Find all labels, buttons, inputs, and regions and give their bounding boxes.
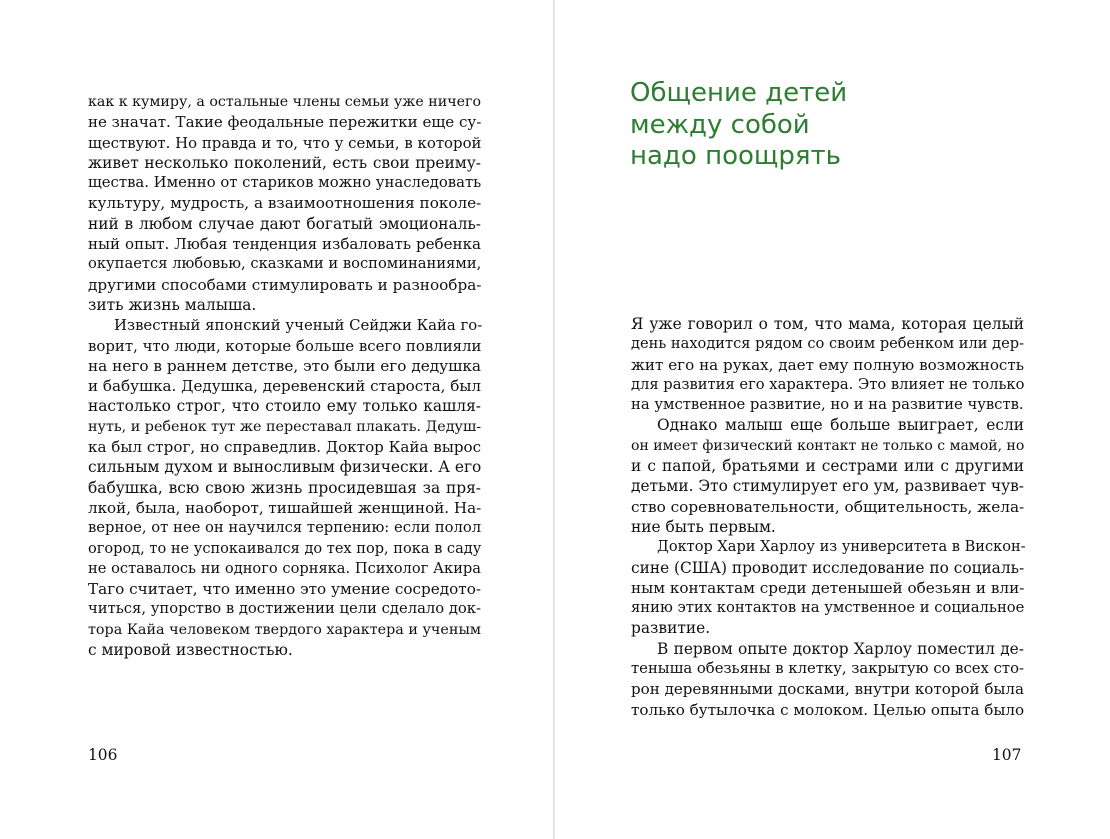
text-line: ние быть первым. [631,517,776,536]
text-line: рон деревянными досками, внутри которой была [631,680,1024,699]
text-line: В первом опыте доктор Харлоу поместил де- [657,639,1024,658]
chapter-title [630,78,847,173]
text-line: развитие. [631,619,711,638]
left-page [0,0,553,839]
text-line: теныша обезьяны в клетку, закрытую со всех сто- [631,660,1024,678]
text-line: ство соревновательности, общительность, жела- [631,497,1025,516]
text-line: и бабушка. Дедушка, деревенский староста, был [88,377,481,396]
text-line: не значат. Такие феодальные пережитки еще су- [88,113,482,132]
chapter-title-line: надо поощрять [630,141,841,171]
text-line: сине (США) проводит исследование по социаль- [631,558,1025,577]
text-line: сильным духом и выносливым физически. А его [88,458,482,477]
text-line: лкой, была, наоборот, тишайшей женщиной. На- [88,498,482,517]
right-page [556,0,1110,839]
text-line: тора Кайа человеком твердого характера и ученым [88,621,481,638]
text-line: ний в любом случае дают богатый эмоциональ- [88,214,481,233]
text-line: ный опыт. Любая тенденция избаловать ребенка [88,235,481,254]
text-line: с мировой известностью. [88,641,293,660]
text-line: огород, то не успокаивался до тех пор, пока в саду [88,539,482,557]
left-page-body [88,92,481,660]
text-line: Таго считает, что именно это умение сосредото- [88,580,481,599]
text-line: щества. Именно от стариков можно унаследовать [88,174,482,192]
book-gutter [553,0,555,839]
text-line: янию этих контактов на умственное и социальное [631,599,1025,617]
text-line: верное, от нее он научился терпению: если полол [88,519,482,537]
text-line: другими способами стимулировать и разнообра- [88,275,482,294]
text-line: и с папой, братьями и сестрами или с другими [631,457,1024,476]
text-line: как к кумиру, а остальные члены семьи уже ничего [88,94,481,110]
text-line: для развития его характера. Это влияет не только [631,375,1025,393]
text-line: культуру, мудрость, а взаимоотношения поколе- [88,194,482,213]
text-line: бабушка, всю свою жизнь просидевшая за пря- [88,478,481,497]
text-line: Известный японский ученый Сейджи Кайа го- [114,316,483,335]
text-line: ворит, что люди, которые больше всего повлияли [88,336,482,355]
text-line: нуть, и ребенок тут же переставал плакать. Дедуш- [88,418,482,435]
text-line: ка был строг, но справедлив. Доктор Кайа вырос [88,438,482,457]
right-page-body [631,314,1024,720]
text-line: окупается любовью, сказками и воспоминаниями, [88,255,482,273]
text-line: Я уже говорил о том, что мама, которая целый [631,315,1024,333]
text-line: Однако малыш еще больше выиграет, если [657,416,1024,435]
text-line: читься, упорство в достижении цели сделало док- [88,600,481,618]
text-line: настолько строг, что стоило ему только кашля- [88,397,481,416]
text-line: на умственное развитие, но и на развитие чувств. [631,396,1024,414]
text-line: только бутылочка с молоком. Целью опыта было [631,700,1025,719]
page-number: 106 [88,746,118,764]
text-line: детьми. Это стимулирует его ум, развивает чув- [631,477,1024,496]
chapter-title-line: между собой [630,109,810,140]
text-line: ществуют. Но правда и то, что у семьи, в которой [88,133,482,152]
text-line: живет несколько поколений, есть свои преиму- [88,153,481,172]
text-line: зить жизнь малыша. [88,295,257,314]
text-line: жит его на руках, дает ему полную возможность [631,355,1024,374]
text-line: день находится рядом со своим ребенком или дер- [631,335,1024,353]
text-line: не оставалось ни одного сорняка. Психолог Акира [88,559,481,577]
page-number: 107 [992,746,1022,764]
text-line: на него в раннем детстве, это были его дедушка [88,356,481,375]
text-line: ным контактам среди детенышей обезьян и вли- [631,578,1025,597]
text-line: Доктор Хари Харлоу из университета в Вискон- [657,538,1026,556]
text-line: он имеет физический контакт не только с мамой, но [631,437,1025,454]
chapter-title-line: Общение детей [630,78,848,108]
